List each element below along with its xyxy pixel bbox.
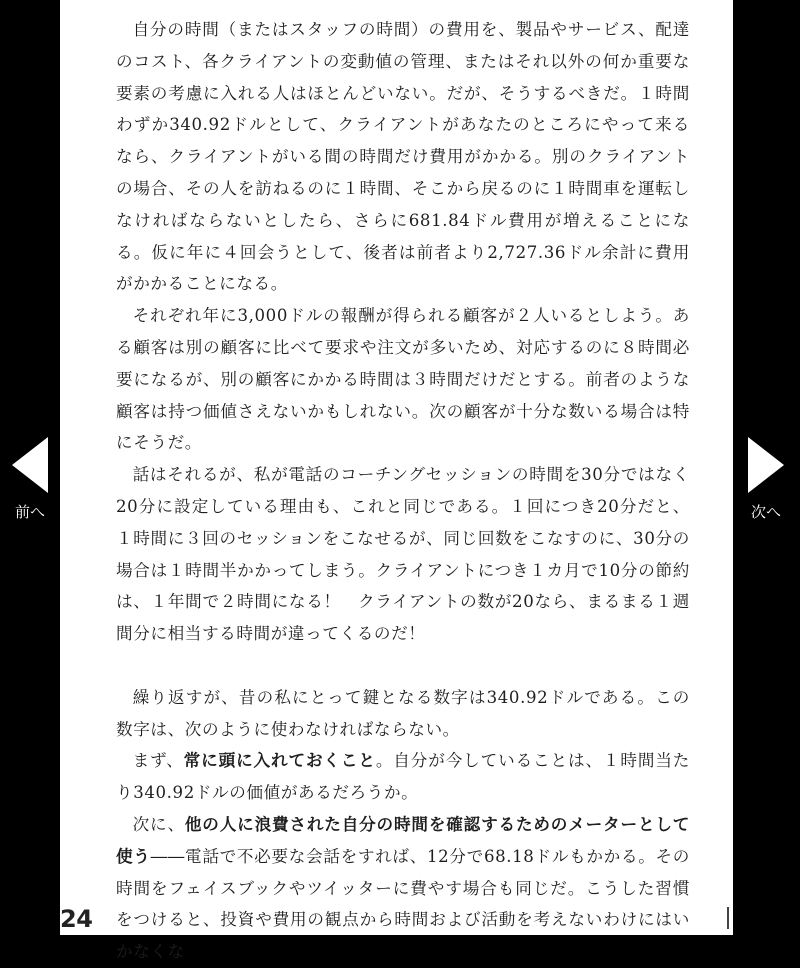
page-edge-mark [727,907,729,929]
arrow-left-icon [12,437,48,493]
prev-page-label: 前へ [14,503,45,521]
next-page-button[interactable] [738,437,794,522]
paragraph-text: 次に、 [132,814,185,834]
bold-text: 他の人に浪費された自分の時間を確認するためのメーターとして使う [116,814,690,866]
paragraph [116,300,690,459]
arrow-right-icon [748,437,784,493]
paragraph-text: ――電話で不必要な会話をすれば、12分で68.18ドルもかかる。その時間をフェイスブックやツイッターに費やす場合も同じだ。こうした習慣をつけると、投資や費用の観点から時間および活動を考えないわけにはいかなくな [116,846,690,962]
paragraph-text: まず、 [132,751,184,771]
paragraph-text: 。自分が今していることは、１時間当たり340.92ドルの価値があるだろうか。 [116,751,690,803]
paragraph-text: 自分の時間（またはスタッフの時間）の費用を、製品やサービス、配達のコスト、各クライアントの変動値の管理、またはそれ以外の何か重要な要素の考慮に入れる人はほとんどいない。だが、そうするべきだ。１時間わずか340.92ドルとして、クライアントがあなたのところにやって来るなら、クライアントがいる間の時間だけ費用がかかる。別のクライアントの場合、その人を訪ねるのに１時間、そこから戻るのに１時間車を運転しなければならないとしたら、さらに681.84ドル費用が増えることになる。仮に年に４回会うとして、後者は前者より2,727.36ドル余計に費用がかかることになる。 [116,20,690,294]
bold-text: 常に頭に入れておくこと [183,751,376,771]
paragraph [116,682,690,746]
paragraph-text: それぞれ年に3,000ドルの報酬が得られる顧客が２人いるとしよう。ある顧客は別の顧客に比べて要求や注文が多いため、対応するのに８時間必要になるが、別の顧客にかかる時間は３時間だけだとする。前者のような顧客は持つ価値さえないかもしれない。次の顧客が十分な数いる場合は特にそうだ。 [116,306,690,453]
paragraph [116,459,690,650]
paragraph [116,14,690,300]
paragraph-gap [116,650,690,682]
paragraph-text: 繰り返すが、昔の私にとって鍵となる数字は340.92ドルである。この数字は、次のように使わなければならない。 [116,687,690,739]
paragraph [116,809,690,968]
page-body-text [116,14,690,968]
paragraph-text: 話はそれるが、私が電話のコーチングセッションの時間を30分ではなく20分に設定している理由も、これと同じである。１回につき20分だと、１時間に３回のセッションをこなせるが、同じ回数をこなすのに、30分の場合は１時間半かかってしまう。クライアントにつき１カ月で10分の節約は、１年間で２時間になる！ クライアントの数が20なら、まるまる１週間分に相当する時間が違ってくるのだ！ [116,465,690,644]
prev-page-button[interactable] [2,437,58,522]
paragraph [116,745,690,809]
book-page [60,0,733,962]
next-page-label: 次へ [750,503,781,521]
page-number: 24 [60,905,93,933]
